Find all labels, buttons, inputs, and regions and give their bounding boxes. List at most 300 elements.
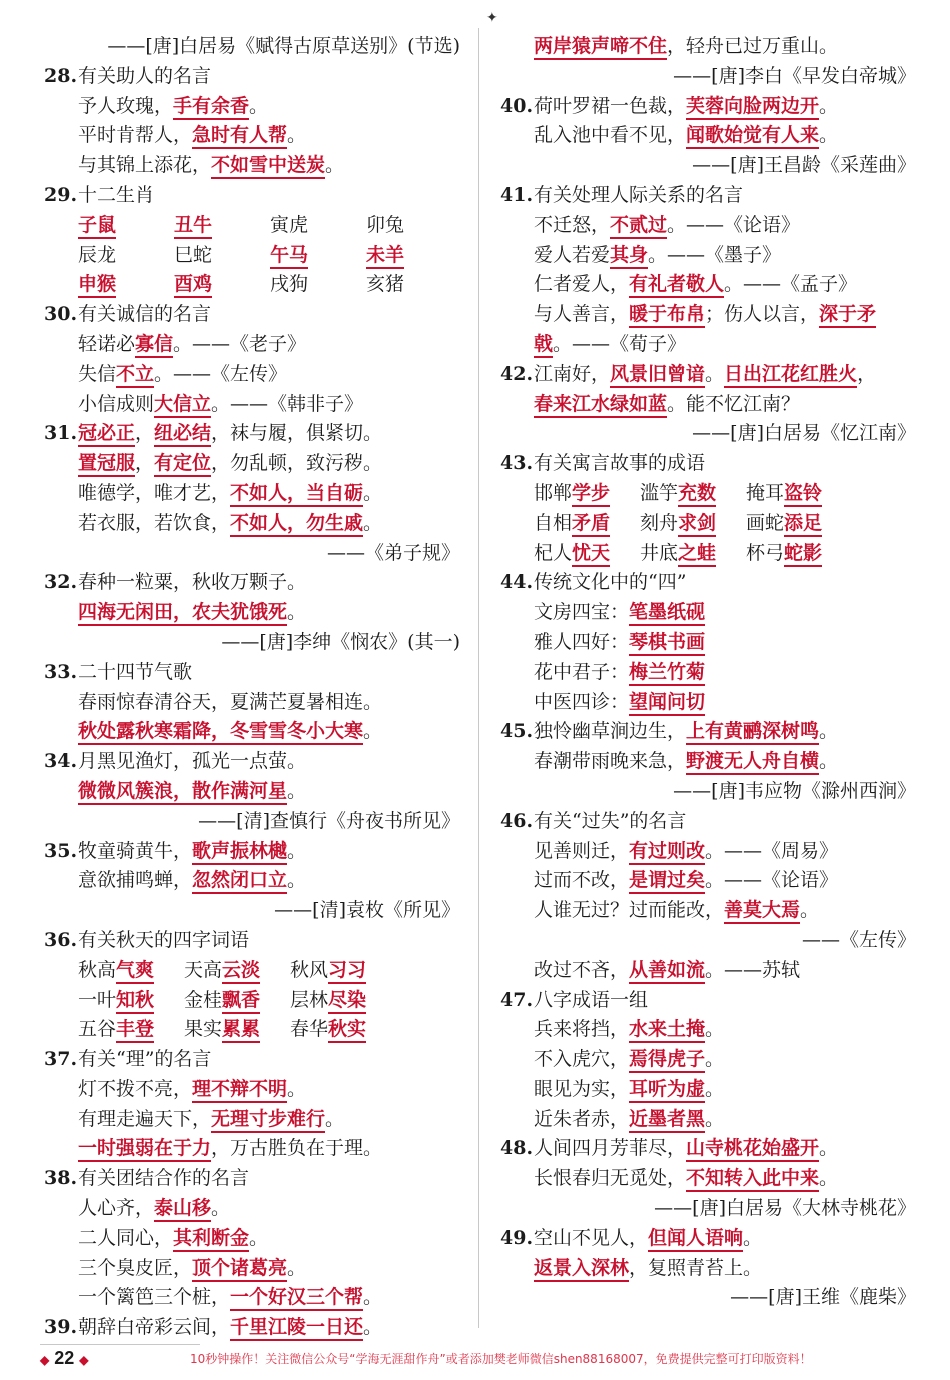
text-segment: 人谁无过？过而能改， [534,899,725,922]
item-title-text [78,661,192,683]
text-segment: 。 [743,1226,763,1249]
column-divider [478,28,479,1328]
text-segment: 。 [819,750,839,773]
text-segment: 天高 [184,958,223,981]
word-grid-row [500,479,920,509]
text-segment: 仁者爱人， [534,273,630,296]
text-segment: 。 [287,869,307,892]
page-number-text: 22 [54,1348,75,1368]
word-grid-row [44,1015,464,1045]
word-grid-row [500,509,920,539]
text-line [500,1045,920,1075]
source-attribution [44,32,464,62]
item-number: 43. [500,452,534,475]
item-number: 30. [44,303,78,326]
answer-text: 盗铃 [784,482,822,507]
text-segment: 五谷 [78,1018,117,1041]
item-title-text [534,1137,838,1162]
item-title-text [534,989,648,1011]
item-title-text [78,929,249,951]
answer-text: 有礼者敬人 [629,273,724,298]
text-segment: 花中君子： [534,660,630,683]
text-segment: 。——《论语》 [667,213,801,236]
text-line [500,270,920,300]
text-segment: 八字成语一组 [534,988,649,1011]
answer-text: 丰登 [116,1018,154,1043]
text-segment: 。 [325,154,345,177]
text-segment: 寅虎 [270,213,309,236]
text-line [500,896,920,926]
answer-text: 未羊 [366,244,404,269]
item-number: 33. [44,660,78,683]
text-line [44,598,464,628]
item-title-line [44,62,464,92]
text-line [500,628,920,658]
text-segment: 兵来将挡， [534,1018,630,1041]
answer-text: 水来土掩 [629,1018,705,1043]
text-segment: 长恨春归无觅处， [534,1167,687,1190]
text-segment: 有关处理人际关系的名言 [534,183,744,206]
answer-text: 其利断金 [173,1227,249,1252]
text-segment: ——《左传》 [801,928,916,951]
answer-text: 学步 [572,482,610,507]
answer-text: 之蛙 [678,542,716,567]
text-segment: 。——《周易》 [705,839,839,862]
answer-text: 是谓过矣 [629,869,705,894]
answer-text: 善莫大焉 [724,899,800,924]
item-title-text [534,363,876,388]
answer-text: 芙蓉向脸两边开 [686,95,819,120]
text-segment: 轻诺必 [78,332,136,355]
answer-text: 不立 [116,363,154,388]
answer-text: 习习 [328,959,366,984]
text-line [44,479,464,509]
answer-text: 望闻问切 [629,691,705,716]
word-grid-cell [184,1015,290,1045]
text-segment: ——[唐]王维《鹿柴》 [730,1286,916,1309]
source-attribution [500,62,920,92]
text-segment: 有关秋天的四字词语 [78,928,250,951]
text-segment: 灯不拨不亮， [78,1077,193,1100]
text-segment: 。 [363,1286,383,1309]
text-segment: 予人玫瑰， [78,94,174,117]
word-grid-cell [78,986,184,1016]
source-attribution [500,777,920,807]
text-segment: 有理走遍天下， [78,1107,212,1130]
text-segment: ；伤人以言， [705,303,820,326]
item-title-line [44,568,464,598]
answer-text: 尽染 [328,989,366,1014]
word-grid-cell [534,509,640,539]
text-segment: 自相 [534,511,573,534]
item-title-line [500,92,920,122]
text-segment: 。 [705,1048,725,1071]
text-line [44,1105,464,1135]
text-segment: ， [857,362,877,385]
source-attribution [44,807,464,837]
item-number: 31. [44,422,78,445]
text-segment: 月黑见渔灯，孤光一点萤。 [78,750,307,773]
answer-text: 酉鸡 [174,273,212,298]
text-segment: 春雨惊春清谷天，夏满芒夏暑相连。 [78,690,383,713]
word-grid-cell [640,509,746,539]
text-segment: ——[唐]白居易《赋得古原草送别》(节选) [107,35,460,57]
text-segment: 十二生肖 [78,183,155,206]
text-segment: 有关“理”的名言 [78,1048,212,1071]
text-segment: 。 [363,481,383,504]
source-attribution [500,926,920,956]
text-segment: 。——《论语》 [705,869,839,892]
text-segment: 掩耳 [746,481,785,504]
text-line [500,1164,920,1194]
text-line [500,658,920,688]
item-title-line [500,449,920,479]
item-number: 34. [44,750,78,773]
word-grid-row [44,270,464,300]
item-title-text [534,452,705,474]
item-number: 42. [500,362,534,385]
word-grid-cell [746,539,852,569]
text-segment: 。——《老子》 [173,332,307,355]
answer-text: 顶个诸葛亮 [192,1257,287,1282]
answer-text: 梅兰竹菊 [629,661,705,686]
answer-text: 一时强弱在于力 [78,1137,211,1162]
answer-text: 千里江陵一日还 [230,1316,363,1341]
item-title-line [500,360,920,390]
item-title-line [500,181,920,211]
footer-rule [40,1344,200,1345]
text-line [500,1254,920,1284]
text-segment: 。 [363,511,383,534]
text-segment: 近朱者赤， [534,1107,630,1130]
text-segment: 。——《韩非子》 [211,392,364,415]
text-line [500,1105,920,1135]
answer-text: 充数 [678,482,716,507]
answer-text: 笔墨纸砚 [629,601,705,626]
item-title-line [44,658,464,688]
text-line [44,449,464,479]
text-segment: 。 [819,720,839,743]
text-segment: 小信成则 [78,392,155,415]
word-grid-cell [184,956,290,986]
item-number: 48. [500,1137,534,1160]
text-segment: 刻舟 [640,511,679,534]
text-segment: 有关“过失”的名言 [534,809,687,832]
text-segment: 意欲捕鸣蝉， [78,869,193,892]
answer-text: 不贰过 [610,214,667,239]
answer-text: 纽必结 [154,422,211,447]
item-title-text [534,810,686,832]
answer-text: 耳听为虚 [629,1078,705,1103]
item-title-line [500,568,920,598]
footer-note: 10秒钟操作！关注微信公众号“学海无涯甜作舟”或者添加樊老师微信shen88168007，免费提供完整可打印版资料！ [190,1352,812,1366]
word-grid-row [500,539,920,569]
answer-text: 午马 [270,244,308,269]
text-segment: 荷叶罗裙一色裁， [534,94,687,117]
item-title-line [44,181,464,211]
answer-text: 上有黄鹂深树鸣 [686,720,819,745]
answer-text: 从善如流 [629,959,705,984]
source-attribution [500,1283,920,1313]
item-title-line [44,926,464,956]
answer-text: 气爽 [116,959,154,984]
text-segment: 与人善言， [534,303,630,326]
answer-text: 忧天 [572,542,610,567]
item-title-text [534,571,686,593]
item-number: 38. [44,1167,78,1190]
answer-text: 秋处露秋寒霜降，冬雪雪冬小大寒 [78,720,363,745]
answer-text: 一个好汉三个帮 [230,1286,363,1311]
answer-text: 有定位 [154,452,211,477]
text-segment: 。能不忆江南？ [667,392,801,415]
text-segment: ，袜与履，俱紧切。 [211,422,383,445]
text-segment: 。——《孟子》 [724,273,858,296]
text-segment: 。 [211,1197,231,1220]
text-segment: 。——《左传》 [154,362,288,385]
text-segment: ——[唐]白居易《大林寺桃花》 [654,1197,916,1220]
item-number: 46. [500,809,534,832]
text-line [44,151,464,181]
answer-text: 近墨者黑 [629,1108,705,1133]
text-segment: ， [135,422,155,445]
text-segment: 。 [287,601,307,624]
text-line [44,330,464,360]
item-title-text [534,1227,762,1252]
text-segment: 亥猪 [366,273,405,296]
answer-text: 不如雪中送炭 [211,154,325,179]
text-line [44,360,464,390]
answer-text: 子鼠 [78,214,116,239]
text-segment: 。 [705,1077,725,1100]
answer-text: 求剑 [678,512,716,537]
item-title-line [44,747,464,777]
text-line [500,121,920,151]
word-grid-cell [534,539,640,569]
text-segment: 巳蛇 [174,243,213,266]
item-title-text [534,184,743,206]
text-segment: 人心齐， [78,1197,155,1220]
answer-text: 不如人，勿生戚 [230,512,363,537]
item-number: 45. [500,720,534,743]
answer-text: 歌声振林樾 [192,840,287,865]
item-title-line [44,1045,464,1075]
text-segment: ——[清]袁枚《所见》 [274,899,460,922]
answer-text: 焉得虎子 [629,1048,705,1073]
text-segment: 。 [800,899,820,922]
word-grid-cell [640,539,746,569]
text-line [500,956,920,986]
item-title-line [44,1164,464,1194]
word-grid-row [44,956,464,986]
text-segment: 。 [249,1226,269,1249]
text-line [44,1224,464,1254]
answer-text: 手有余香 [173,95,249,120]
item-number: 37. [44,1048,78,1071]
text-line [44,1254,464,1284]
text-segment: ， [135,452,155,475]
text-segment: 有关诚信的名言 [78,303,212,326]
item-title-text [78,840,306,865]
answer-text: 闻歌始觉有人来 [686,124,819,149]
text-segment: 。 [363,1316,383,1339]
text-segment: 。 [819,1167,839,1190]
text-segment: ，万古胜负在于理。 [211,1137,383,1160]
answer-text: 理不辩不明 [192,1078,287,1103]
text-line [500,747,920,777]
text-line [44,688,464,718]
item-number: 41. [500,183,534,206]
text-segment: ——《弟子规》 [326,541,460,564]
text-segment: 邯郸 [534,481,573,504]
text-segment: 。 [819,94,839,117]
answer-text: 两岸猿声啼不住 [534,35,667,60]
text-line [500,241,920,271]
text-segment: 不迁怒， [534,213,611,236]
answer-text: 矛盾 [572,512,610,537]
word-grid-cell [290,1015,396,1045]
text-segment: 唯德学，唯才艺， [78,481,231,504]
word-grid-cell [78,270,174,300]
item-title-line [44,300,464,330]
text-segment: 秋风 [290,958,329,981]
text-segment: 二人同心， [78,1226,174,1249]
word-grid-cell [366,270,462,300]
diamond-icon: ◆ [40,1353,50,1367]
text-segment: 文房四宝： [534,601,630,624]
text-line [500,300,920,330]
item-title-text [78,1048,211,1070]
item-title-text [78,422,382,447]
text-segment: 过而不改， [534,869,630,892]
answer-text: 戟 [534,333,553,358]
answer-text: 泰山移 [154,1197,211,1222]
answer-text: 风景旧曾谙 [610,363,705,388]
item-title-line [500,717,920,747]
text-segment: 三个臭皮匠， [78,1256,193,1279]
text-segment: 杯弓 [746,541,785,564]
item-title-line [44,419,464,449]
answer-text: 不知转入此中来 [686,1167,819,1192]
answer-text: 飘香 [222,989,260,1014]
text-segment: 独怜幽草涧边生， [534,720,687,743]
item-number: 40. [500,94,534,117]
text-segment: 。 [705,362,725,385]
answer-text: 知秋 [116,989,154,1014]
word-grid-cell [270,241,366,271]
item-title-text [78,1316,382,1341]
text-segment: 春种一粒粟，秋收万颗子。 [78,571,307,594]
text-segment: ——[唐]李白《早发白帝城》 [673,64,916,87]
text-segment: 春华 [290,1018,329,1041]
text-segment: 秋高 [78,958,117,981]
answer-text: 置冠服 [78,452,135,477]
text-line [500,211,920,241]
word-grid-cell [78,241,174,271]
answer-text: 春来江水绿如蓝 [534,393,667,418]
answer-text: 有过则改 [629,840,705,865]
answer-text: 琴棋书画 [629,631,705,656]
item-number: 32. [44,571,78,594]
word-grid-row [44,241,464,271]
text-line [44,777,464,807]
text-line [500,1015,920,1045]
page-footer [0,1342,950,1380]
text-segment: 。 [287,1256,307,1279]
answer-text: 暖于布帛 [629,303,705,328]
word-grid-cell [640,479,746,509]
word-grid-cell [270,211,366,241]
right-column [500,32,920,1313]
text-line [44,509,464,539]
text-segment: 。——苏轼 [705,958,801,981]
item-title-text [534,720,838,745]
text-segment: 戌狗 [270,273,309,296]
text-line [44,92,464,122]
answer-text: 返景入深林 [534,1257,629,1282]
word-grid-row [44,211,464,241]
text-segment: 一叶 [78,988,117,1011]
item-number: 47. [500,988,534,1011]
text-segment: 画蛇 [746,511,785,534]
text-line [44,390,464,420]
answer-text: 冠必正 [78,422,135,447]
item-title-text [78,65,211,87]
item-title-line [500,1134,920,1164]
text-segment: 爱人若爱 [534,243,611,266]
text-line [500,837,920,867]
answer-text: 日出江花红胜火 [724,363,857,388]
word-grid-cell [534,479,640,509]
item-number: 35. [44,839,78,862]
answer-text: 蛇影 [784,542,822,567]
word-grid-cell [174,211,270,241]
answer-text: 微微风簇浪，散作满河星 [78,780,287,805]
answer-text: 云淡 [222,959,260,984]
item-title-text [78,184,154,206]
text-segment: 。 [705,1107,725,1130]
text-segment: 牧童骑黄牛， [78,839,193,862]
text-segment: 有关助人的名言 [78,64,212,87]
text-segment: 雅人四好： [534,630,630,653]
text-segment: 。 [819,124,839,147]
word-grid-cell [184,986,290,1016]
answer-text: 急时有人帮 [192,124,287,149]
text-segment: 果实 [184,1018,223,1041]
text-segment: ，复照青苔上。 [629,1256,763,1279]
answer-text: 累累 [222,1018,260,1043]
text-segment: 辰龙 [78,243,117,266]
text-line [500,866,920,896]
item-title-line [500,986,920,1016]
text-line [44,1283,464,1313]
answer-text: 四海无闲田，农夫犹饿死 [78,601,287,626]
word-grid-cell [290,956,396,986]
text-line [44,1194,464,1224]
text-line [500,330,920,360]
text-segment: 眼见为实， [534,1077,630,1100]
word-grid-cell [290,986,396,1016]
text-segment: 。 [819,1137,839,1160]
text-line [500,32,920,62]
text-segment: 春潮带雨晚来急， [534,750,687,773]
source-attribution [44,628,464,658]
word-grid-cell [746,509,852,539]
text-segment: 。 [363,720,383,743]
text-segment: 改过不吝， [534,958,630,981]
text-line [44,121,464,151]
text-segment: 平时肯帮人， [78,124,193,147]
text-segment: 传统文化中的“四” [534,571,687,594]
